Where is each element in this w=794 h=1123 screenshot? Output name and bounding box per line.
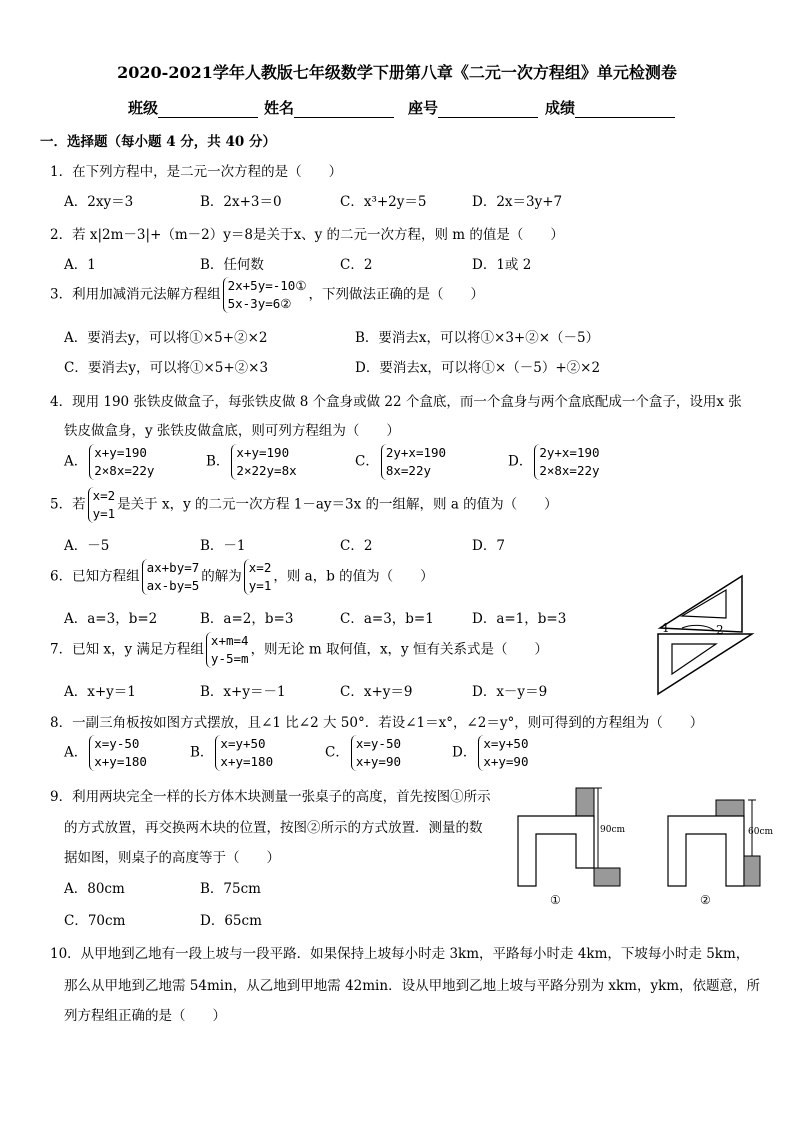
q8-c-system <box>351 735 401 771</box>
figure-1 <box>518 788 625 907</box>
q7-option-a[interactable]: A．x+y＝1 <box>64 684 136 700</box>
q2-option-b[interactable]: B．任何数 <box>200 257 264 273</box>
q6-option-a[interactable]: A．a=3，b=2 <box>64 611 158 627</box>
q8-option-b[interactable]: B． x=y+50 x+y=180 <box>190 736 274 769</box>
question-5-stem <box>50 487 558 523</box>
q3-option-b[interactable]: B．要消去x，可以将①×3+②×（－5） <box>355 330 600 346</box>
angle-1-label: 1 <box>662 621 670 635</box>
class-field <box>128 97 268 118</box>
q5-system <box>88 487 116 523</box>
q7-eq1: x+m=4 <box>210 633 249 648</box>
q3-suffix: ，下列做法正确的是（ ） <box>308 286 485 303</box>
q5-eq2: y=1 <box>92 506 116 521</box>
q3-option-c[interactable]: C．要消去y，可以将①×5+②×3 <box>64 360 269 376</box>
seat-field <box>408 97 548 118</box>
q4-option-c[interactable]: C． 2y+x=190 8x=22y <box>355 445 447 478</box>
q4-d-eq1: 2y+x=190 <box>539 445 600 460</box>
q6-sol2: y=1 <box>248 578 272 593</box>
q6-middle: 的解为 <box>201 568 242 585</box>
triangle-30-60-inner <box>672 644 716 674</box>
fig1-measure-label: 90cm <box>600 825 626 835</box>
q8-d-eq2: x+y=90 <box>483 754 529 769</box>
q5-eq1: x=2 <box>92 488 116 503</box>
q4-a-system <box>89 444 154 480</box>
q9-option-a[interactable]: A．80cm <box>64 881 125 897</box>
q3-eq2: 5x-3y=6② <box>227 296 292 311</box>
q1-option-d[interactable]: D．2x＝3y+7 <box>472 194 563 210</box>
name-field <box>264 97 404 118</box>
q4-option-b[interactable]: B． x+y=190 2×22y=8x <box>206 445 297 478</box>
block-lying <box>594 868 620 886</box>
q6-suffix: ，则 a，b 的值为（ ） <box>273 568 434 585</box>
q8-c-eq1: x=y-50 <box>355 736 401 751</box>
q9-option-b[interactable]: B．75cm <box>200 881 261 897</box>
question-1-stem: 1．在下列方程中，是二元一次方程的是（ ） <box>50 164 343 180</box>
q3-option-a[interactable]: A．要消去y，可以将①×5+②×2 <box>64 330 268 346</box>
q8-option-a[interactable]: A． x=y-50 x+y=180 <box>64 736 147 769</box>
q7-option-b[interactable]: B．x+y＝－1 <box>200 684 286 700</box>
q7-option-d[interactable]: D．x－y＝9 <box>472 684 548 700</box>
question-8-stem: 8．一副三角板按如图方式摆放，且∠1 比∠2 大 50°．若设∠1＝x°，∠2＝y°，则可得到的方程组为（ ） <box>50 715 704 731</box>
q4-d-system <box>534 444 599 480</box>
q3-prefix: 3．利用加减消元法解方程组 <box>50 286 221 303</box>
q8-b-eq2: x+y=180 <box>220 754 274 769</box>
block-standing <box>576 788 594 816</box>
question-7-stem <box>50 632 548 668</box>
class-blank[interactable] <box>158 103 258 118</box>
q4-a-eq1: x+y=190 <box>94 445 147 460</box>
q6-option-c[interactable]: C．a=3，b=1 <box>340 611 434 627</box>
q5-prefix: 5．若 <box>50 496 86 513</box>
q5-option-a[interactable]: A．－5 <box>64 538 110 554</box>
class-label: 班级 <box>128 99 159 117</box>
seat-blank[interactable] <box>438 103 538 118</box>
question-9-line1: 9．利用两块完全一样的长方体木块测量一张桌子的高度，首先按图①所示 <box>50 789 491 805</box>
triangle-45-inner <box>682 590 726 618</box>
table-2 <box>668 816 744 886</box>
q4-c-eq2: 8x=22y <box>385 463 431 478</box>
question-9-line2: 的方式放置，再交换两木块的位置，按图②所示的方式放置．测量的数 <box>64 820 483 836</box>
block-standing-2 <box>744 856 760 886</box>
q7-suffix: ，则无论 m 取何值，x，y 恒有关系式是（ ） <box>250 641 548 658</box>
question-10-line1: 10．从甲地到乙地有一段上坡与一段平路．如果保持上坡每小时走 3km，平路每小时走 4km，下坡每小时走 5km， <box>50 946 750 962</box>
q4-b-eq1: x+y=190 <box>236 445 290 460</box>
q8-option-d[interactable]: D． x=y+50 x+y=90 <box>452 736 529 769</box>
q5-option-c[interactable]: C．2 <box>340 538 373 554</box>
q5-option-d[interactable]: D．7 <box>472 538 505 554</box>
q7-option-c[interactable]: C．x+y＝9 <box>340 684 413 700</box>
seat-label: 座号 <box>408 99 439 117</box>
q8-d-system <box>478 735 528 771</box>
block-lying-2 <box>716 800 744 816</box>
q8-option-c[interactable]: C． x=y-50 x+y=90 <box>325 736 401 769</box>
fig2-number: ② <box>700 893 711 907</box>
q8-a-system <box>89 735 147 771</box>
q8-c-eq2: x+y=90 <box>355 754 401 769</box>
q6-option-d[interactable]: D．a=1，b=3 <box>472 611 567 627</box>
name-blank[interactable] <box>294 103 394 118</box>
q6-sol1: x=2 <box>248 560 272 575</box>
q8-a-eq1: x=y-50 <box>94 736 140 751</box>
table-1 <box>518 816 594 886</box>
q5-option-b[interactable]: B．－1 <box>200 538 246 554</box>
q8-a-eq2: x+y=180 <box>94 754 147 769</box>
question-10-line2: 那么从甲地到乙地需 54min，从乙地到甲地需 42min．设从甲地到乙地上坡与平路分别为 xkm，ykm，依题意，所 <box>64 978 761 994</box>
question-4-line2: 铁皮做盒身，y 张铁皮做盒底，则可列方程组为（ ） <box>64 423 400 439</box>
q5-suffix: 是关于 x，y 的二元一次方程 1－ay＝3x 的一组解，则 a 的值为（ ） <box>117 496 558 513</box>
q9-option-d[interactable]: D．65cm <box>200 913 262 929</box>
q7-system <box>206 632 249 668</box>
question-2-stem: 2．若 x|2m－3|+（m－2）y＝8是关于x、y 的二元一次方程，则 m 的值是（ ） <box>50 227 564 243</box>
q1-option-a[interactable]: A．2xy＝3 <box>64 194 134 210</box>
q4-option-d[interactable]: D． 2y+x=190 2×8x=22y <box>508 445 600 478</box>
question-3-stem <box>50 277 484 313</box>
q4-b-system <box>231 444 296 480</box>
q4-b-eq2: 2×22y=8x <box>236 463 297 478</box>
q8-b-eq1: x=y+50 <box>220 736 266 751</box>
q7-prefix: 7．已知 x，y 满足方程组 <box>50 641 204 658</box>
fig2-measure-label: 60cm <box>748 827 774 837</box>
q4-c-system <box>381 444 446 480</box>
q3-eq1: 2x+5y=-10① <box>227 278 307 293</box>
q8-d-eq1: x=y+50 <box>483 736 529 751</box>
score-blank[interactable] <box>575 103 675 118</box>
q1-option-c[interactable]: C．x³+2y＝5 <box>340 194 427 210</box>
question-4-line1: 4．现用 190 张铁皮做盒子，每张铁皮做 8 个盒身或做 22 个盒底，而一个盒身与两个盒底配成一个盒子，设用x 张 <box>50 394 742 410</box>
question-6-stem <box>50 559 434 595</box>
fig1-number: ① <box>550 893 561 907</box>
q6-eq2: ax-by=5 <box>146 578 200 593</box>
name-label: 姓名 <box>264 99 295 117</box>
angle-2-label: 2 <box>716 623 724 637</box>
q9-option-c[interactable]: C．70cm <box>64 913 126 929</box>
q4-d-eq2: 2×8x=22y <box>539 463 600 478</box>
figure-2 <box>668 800 773 907</box>
q6-system <box>142 559 200 595</box>
triangle-45 <box>660 576 742 632</box>
q3-system <box>223 277 307 313</box>
q6-option-b[interactable]: B．a=2，b=3 <box>200 611 294 627</box>
score-field <box>545 97 685 118</box>
q1-option-b[interactable]: B．2x+3＝0 <box>200 194 282 210</box>
question-10-line3: 列方程组正确的是（ ） <box>64 1008 226 1024</box>
table-blocks-figure <box>512 782 782 912</box>
q4-a-eq2: 2×8x=22y <box>94 463 155 478</box>
score-label: 成绩 <box>545 99 576 117</box>
q6-eq1: ax+by=7 <box>146 560 200 575</box>
question-9-line3: 据如图，则桌子的高度等于（ ） <box>64 850 280 866</box>
q2-option-c[interactable]: C．2 <box>340 257 373 273</box>
q8-b-system <box>215 735 273 771</box>
q2-option-a[interactable]: A．1 <box>64 257 96 273</box>
q4-c-eq1: 2y+x=190 <box>385 445 447 460</box>
q3-option-d[interactable]: D．要消去x，可以将①×（－5）+②×2 <box>355 360 601 376</box>
page-title: 2020-2021学年人教版七年级数学下册第八章《二元一次方程组》单元检测卷 <box>117 63 677 82</box>
q6-solution <box>244 559 272 595</box>
q6-prefix: 6．已知方程组 <box>50 568 140 585</box>
q7-eq2: y-5=m <box>210 651 249 666</box>
q2-option-d[interactable]: D．1或 2 <box>472 257 532 273</box>
q4-option-a[interactable]: A． x+y=190 2×8x=22y <box>64 445 155 478</box>
triangle-rulers-figure <box>652 570 758 698</box>
section-heading: 一．选择题（每小题 4 分，共 40 分） <box>40 134 276 150</box>
